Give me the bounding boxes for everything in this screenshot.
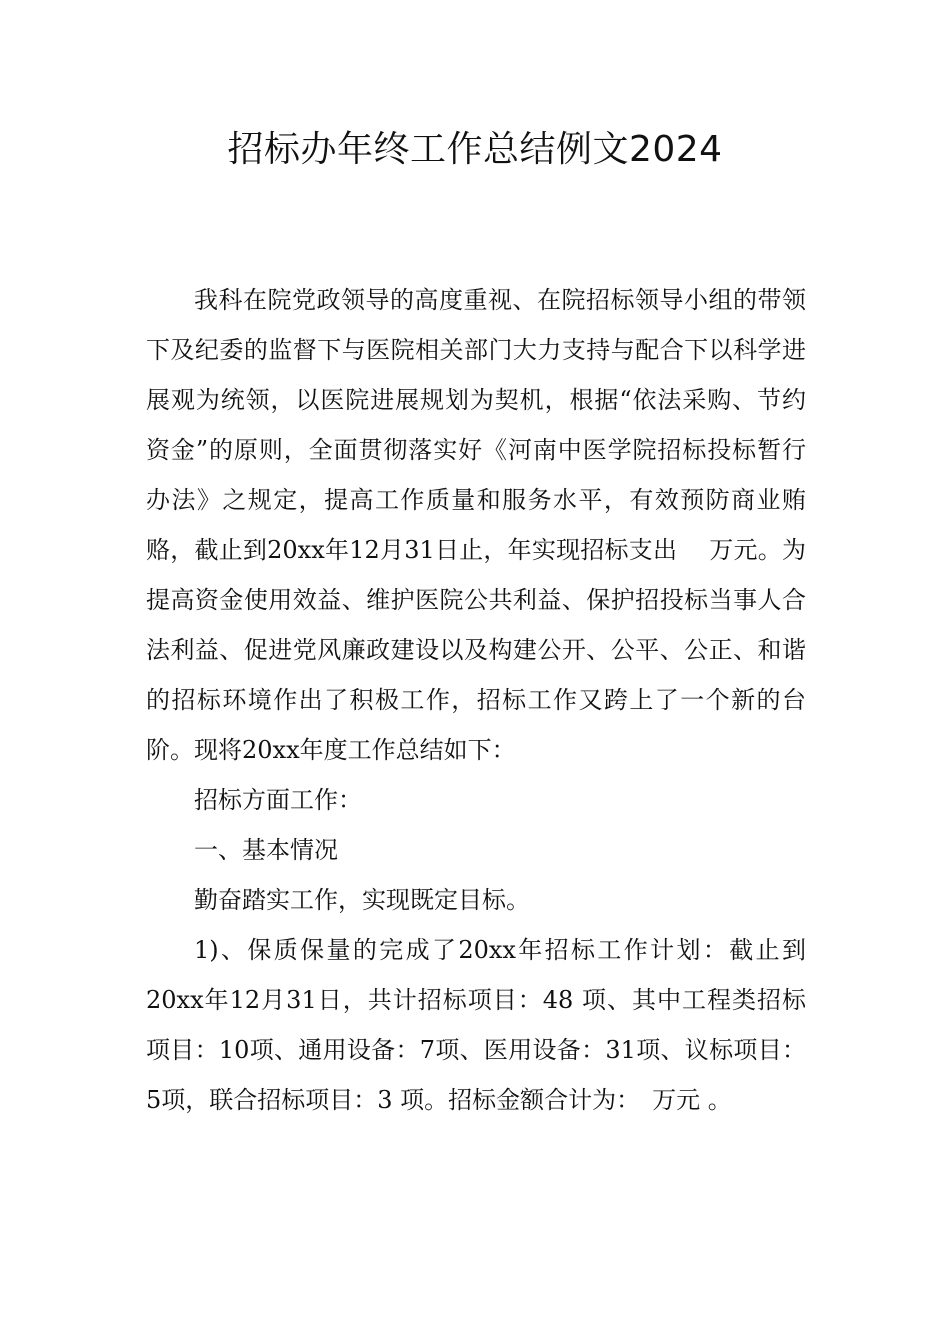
document-body xyxy=(146,275,806,1125)
paragraph-diligent-work: 勤奋踏实工作，实现既定目标。 xyxy=(194,886,530,914)
paragraph-project-stats: 1)、保质保量的完成了20xx年招标工作计划：截止到20xx年12月31日，共计招标项目：48 项、其中工程类招标项目：10项、通用设备：7项、医用设备：31项、议标项目：5项，联合招标项目：3 项。招标金额合计为： 万元 。 xyxy=(146,936,806,1114)
paragraph-subheading-basic-situation: 一、基本情况 xyxy=(194,836,338,864)
paragraph-intro: 我科在院党政领导的高度重视、在院招标领导小组的带领下及纪委的监督下与医院相关部门大力支持与配合下以科学进展观为统领，以医院进展规划为契机，根据“依法采购、节约资金”的原则，全面贯彻落实好《河南中医学院招标投标暂行办法》之规定，提高工作质量和服务水平，有效预防商业贿赂，截止到20xx年12月31日止，年实现招标支出 万元。为提高资金使用效益、维护医院公共利益、保护招投标当事人合法利益、促进党风廉政建设以及构建公开、公平、公正、和谐的招标环境作出了积极工作，招标工作又跨上了一个新的台阶。现将20xx年度工作总结如下： xyxy=(146,286,806,764)
paragraph-section-heading: 招标方面工作： xyxy=(194,786,362,814)
document-title: 招标办年终工作总结例文2024 xyxy=(227,129,723,170)
